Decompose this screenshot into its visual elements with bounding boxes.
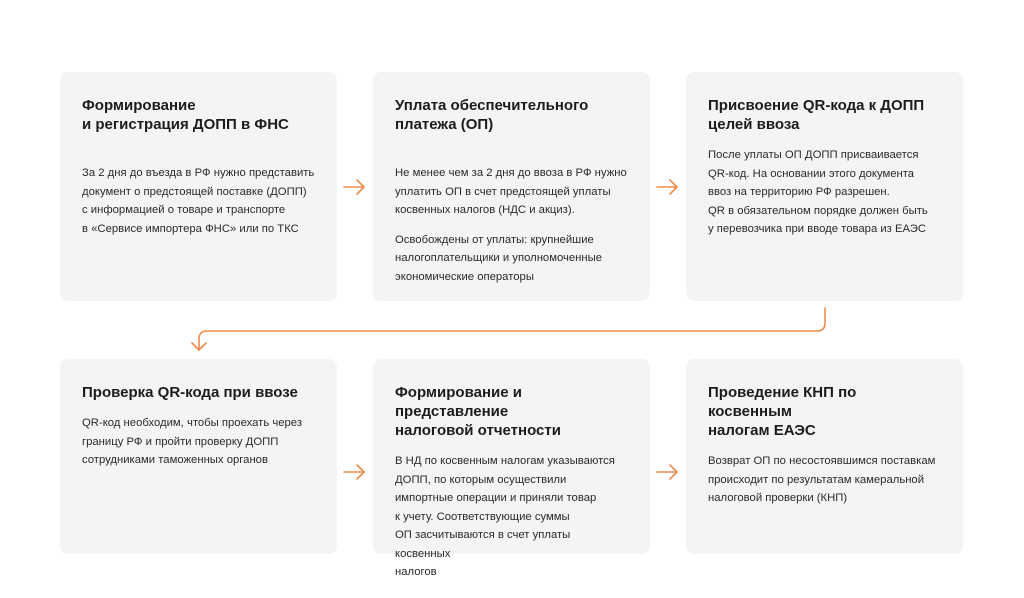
step-1-text: За 2 дня до въезда в РФ нужно представить документ о предстоящей поставке (ДОПП) с информацией о товаре и транспорте в «Сервисе импортера ФНС» или по ТКС (82, 167, 315, 235)
arrow-step-4-to-5 (344, 465, 364, 479)
step-card-1 (60, 72, 337, 301)
step-1-title: Формирование и регистрация ДОПП в ФНС (82, 97, 289, 133)
step-3-text: После уплаты ОП ДОПП присваивается QR-код. На основании этого документа ввоз на территорию РФ разрешен. QR в обязательном порядке должен быть у перевозчика при вводе товара из ЕАЭС (708, 149, 928, 235)
step-2-note: Освобождены от уплаты: крупнейшие налогоплательщики и уполномоченные экономические операторы (395, 233, 603, 283)
step-4-text: QR-код необходим, чтобы проехать через границу РФ и пройти проверку ДОПП сотрудниками таможенных органов (82, 417, 303, 466)
step-card-4 (60, 359, 337, 554)
step-4-title: Проверка QR-кода при ввозе (82, 384, 298, 401)
step-2-text: Не менее чем за 2 дня до ввоза в РФ нужно уплатить ОП в счет предстоящей уплаты косвенных налогов (НДС и акциз). (395, 167, 627, 216)
step-5-title: Формирование и представление налоговой отчетности (395, 384, 561, 439)
arrow-step-5-to-6 (657, 465, 677, 479)
arrow-step-1-to-2 (344, 180, 364, 194)
step-5-text: В НД по косвенным налогам указываются ДОПП, по которым осуществили импортные операции и приняли товар к учету. Соответствующие суммы ОП засчитываются в счет уплаты косвенных налогов (395, 455, 615, 578)
step-card-3 (686, 72, 963, 301)
step-6-text: Возврат ОП по несостоявшимся поставкам происходит по результатам камеральной налоговой проверки (КНП) (708, 455, 936, 504)
step-card-6 (686, 359, 963, 554)
step-card-5 (373, 359, 650, 578)
arrow-step-2-to-3 (657, 180, 677, 194)
step-6-title: Проведение КНП по косвенным налогам ЕАЭС (708, 384, 857, 439)
arrow-step-3-to-4 (192, 308, 825, 350)
step-3-title: Присвоение QR-кода к ДОПП целей ввоза (708, 97, 925, 133)
step-2-title: Уплата обеспечительного платежа (ОП) (395, 97, 589, 133)
step-card-2 (373, 72, 650, 301)
